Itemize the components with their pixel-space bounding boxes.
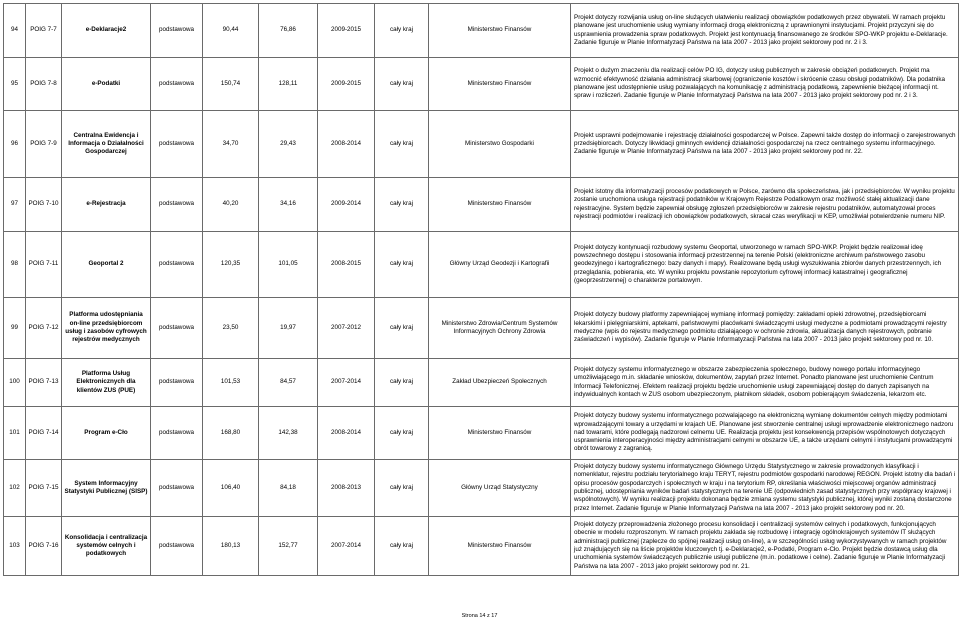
project-type: podstawowa	[151, 178, 203, 232]
project-area: cały kraj	[375, 407, 429, 460]
row-number: 102	[4, 460, 26, 517]
page-footer: Strona 14 z 17	[461, 613, 498, 619]
project-period: 2009-2015	[318, 4, 375, 58]
table-row	[4, 298, 959, 359]
value-funding: 128,11	[259, 58, 318, 111]
row-number: 95	[4, 58, 26, 111]
project-area: cały kraj	[375, 460, 429, 517]
table-row	[4, 111, 959, 178]
project-type: podstawowa	[151, 359, 203, 407]
project-type: podstawowa	[151, 298, 203, 359]
project-description: Projekt dotyczy przeprowadzenia złożonego procesu konsolidacji i centralizacji systemów celnych i podatkowych, funkcjonujących obecnie w modelu rozproszonym. W ramach projektu zakłada się rozbudowę i integrację ogólnokrajowych systemów IT służących administracji publicznej (zaplecze do spójnej realizacji usług on-line), a w szczególności usług wykorzystywanych w ramach projektów już znajdujących się na liście projektów kluczowych tj. e-Deklaracje2, e-Podatki, Program e-Cło. Projekt będzie dostawcą usług dla uruchomienia systemów świadczących publicznie usługi publiczne (m.in. podatkowe i celne). Zadanie figuruje w Planie Informatyzacji Państwa na lata 2007 - 2013 jako projekt sektorowy pod nr. 21.	[571, 517, 959, 576]
project-name: Program e-Cło	[62, 407, 151, 460]
table-row	[4, 232, 959, 298]
project-period: 2008-2015	[318, 232, 375, 298]
project-description: Projekt istotny dla informatyzacji procesów podatkowych w Polsce, zarówno dla społeczeństwa, jak i przedsiębiorców. W wyniku projektu zostanie uruchomiona usługa rejestracji podatników w Krajowym Rejestrze Podatkowym oraz możliwość stałej aktualizacji dane rejestracyjne. System będzie zapewniał obsługę zgłoszeń przedsiębiorców w zakresie rejestru podatników, automatyzował proces rejestracji podmiotów i realizacji ich obowiązków podatkowych, skracał czas weryfikacji w KEP, umożliwiał potwierdzenie numeru NIP.	[571, 178, 959, 232]
project-area: cały kraj	[375, 359, 429, 407]
beneficiary-institution: Główny Urząd Statystyczny	[429, 460, 571, 517]
value-funding: 84,18	[259, 460, 318, 517]
project-period: 2009-2015	[318, 58, 375, 111]
project-type: podstawowa	[151, 407, 203, 460]
project-description: Projekt dotyczy systemu informatycznego w obszarze zabezpieczenia społecznego, budowy nowego portalu informacyjnego umożliwiającego m.in. składanie wniosków, dokumentów, zapytań przez Internet. Ponadto planowane jest uruchomienie Centrum Informacji Telefonicznej. Efektem realizacji projektu będzie uruchomienie usługi zapewniającej dostęp do danych zapisanych na indywidualnych kontach w ZUS osobom ubezpieczonym, płatnikom składek, osobom pobierającym świadczenia, lekarzom etc.	[571, 359, 959, 407]
project-name: e-Podatki	[62, 58, 151, 111]
row-number: 100	[4, 359, 26, 407]
project-type: podstawowa	[151, 58, 203, 111]
project-name: Geoportal 2	[62, 232, 151, 298]
row-number: 97	[4, 178, 26, 232]
beneficiary-institution: Zakład Ubezpieczeń Społecznych	[429, 359, 571, 407]
project-area: cały kraj	[375, 111, 429, 178]
project-type: podstawowa	[151, 4, 203, 58]
value-total: 40,20	[203, 178, 259, 232]
beneficiary-institution: Ministerstwo Finansów	[429, 4, 571, 58]
project-area: cały kraj	[375, 517, 429, 576]
project-description: Projekt dotyczy budowy platformy zapewniającej wymianę informacji pomiędzy: zakładami opieki zdrowotnej, przedsiębiorcami lekarskimi i pielęgniarskimi, aptekami, państwowymi placówkami świadczącymi usługi medyczne a podmiotami prowadzącymi rejestry medyczne (wpis do rejestru medycznego podmiotu działającego w ochronie zdrowia, aktualizacja danych rejestrowych, pobranie zaświadczeń i wypisów). Zadanie figuruje w Planie Informatyzacji Państwa na lata 2007 - 2013 jako projekt sektorowy pod nr. 10.	[571, 298, 959, 359]
project-type: podstawowa	[151, 111, 203, 178]
project-period: 2008-2014	[318, 111, 375, 178]
value-total: 106,40	[203, 460, 259, 517]
table-row	[4, 4, 959, 58]
project-description: Projekt dotyczy budowy systemu informatycznego Głównego Urzędu Statystycznego w zakresie prowadzonych klasyfikacji i nomenklatur, rejestru podziału terytorialnego kraju TERYT, rejestru podmiotów gospodarki narodowej REGON. Projekt istotny dla badań i opisu procesów gospodarczych i społecznych w kraju i na terytorium RP, określania właściwości miejscowej organów administracji publicznej, udostępniania wyników badań statystycznych na terenie UE (odpowiednich zasad statystycznych przy współpracy krajowej i wspólnotowych). W wyniku realizacji projektu dokonana będzie zmiana systemu statystyki publicznej, której wyniki zostaną dostarczone przez Internet. Zadanie figuruje w Planie Informatyzacji Państwa na lata 2007 - 2013 jako projekt sektorowy pod nr. 20.	[571, 460, 959, 517]
project-area: cały kraj	[375, 4, 429, 58]
project-period: 2007-2014	[318, 517, 375, 576]
project-code: POIG 7-9	[26, 111, 62, 178]
value-total: 120,35	[203, 232, 259, 298]
table-body	[4, 4, 959, 576]
value-funding: 29,43	[259, 111, 318, 178]
project-description: Projekt usprawni podejmowanie i rejestrację działalności gospodarczej w Polsce. Zapewni także dostęp do informacji o zarejestrowanych przedsiębiorcach. Dotyczy likwidacji gminnych ewidencji działalności gospodarczej na rzecz centralnego systemu informacyjnego. Zadanie figuruje w Planie Informatyzacji Państwa na lata 2007 - 2013 jako projekt sektorowy pod nr. 22.	[571, 111, 959, 178]
project-period: 2007-2012	[318, 298, 375, 359]
project-code: POIG 7-7	[26, 4, 62, 58]
project-description: Projekt dotyczy rozwijania usług on-line służących ułatwieniu realizacji obowiązków podatkowych przez obywateli. W ramach projektu planowane jest uruchomienie usług wymiany informacji drogą elektroniczną z uprawnionymi instytucjami. Projekt przyczyni się do usprawnienia prowadzenia spraw podatkowych. Projekt jest kontynuacją finansowanego ze środków SPO-WKP projektu e-Deklaracje. Zadanie figuruje w Planie Informatyzacji Państwa na lata 2007 - 2013 jako projekt sektorowy pod nr. 2 i 3.	[571, 4, 959, 58]
value-funding: 152,77	[259, 517, 318, 576]
value-funding: 19,97	[259, 298, 318, 359]
project-description: Projekt dotyczy kontynuacji rozbudowy systemu Geoportal, utworzonego w ramach SPO-WKP. Projekt będzie realizował ideę powszechnego dostępu i stosowania informacji przestrzennej na terenie Polski (elektroniczne archiwum państwowego zasobu geodezyjnego i kartograficznego: bazy danych i mapy). Realizowane będą usługi wyszukiwania zbiorów danych przestrzennych, ich przeglądania, pobierania, etc. W wyniku projektu powstanie repozytorium cyfrowej informacji katastralnej i geograficznej (geoprzestrzennej) o charakterze portalowym.	[571, 232, 959, 298]
beneficiary-institution: Ministerstwo Gospodarki	[429, 111, 571, 178]
project-code: POIG 7-11	[26, 232, 62, 298]
project-name: Konsolidacja i centralizacja systemów celnych i podatkowych	[62, 517, 151, 576]
project-area: cały kraj	[375, 232, 429, 298]
project-name: e-Rejestracja	[62, 178, 151, 232]
project-code: POIG 7-10	[26, 178, 62, 232]
project-description: Projekt o dużym znaczeniu dla realizacji celów PO IG, dotyczy usług publicznych w zakresie obciążeń podatkowych. Projekt ma wzmocnić efektywność działania administracji skarbowej (ograniczenie kosztów i skrócenie czasu obsługi podatników). Dla podatnika planowane jest udostępnienie usług pozwalających na komunikację z administracją podatkową, zapewnienie bieżącej informacji nt. spraw i rozliczeń. Zadanie figuruje w Planie Informatyzacji Państwa na lata 2007 - 2013 jako projekt sektorowy pod nr. 2 i 3.	[571, 58, 959, 111]
table-row	[4, 359, 959, 407]
value-funding: 142,38	[259, 407, 318, 460]
value-total: 23,50	[203, 298, 259, 359]
table-row	[4, 407, 959, 460]
project-code: POIG 7-13	[26, 359, 62, 407]
row-number: 101	[4, 407, 26, 460]
project-code: POIG 7-8	[26, 58, 62, 111]
row-number: 103	[4, 517, 26, 576]
project-type: podstawowa	[151, 517, 203, 576]
project-type: podstawowa	[151, 460, 203, 517]
value-funding: 34,16	[259, 178, 318, 232]
table-row	[4, 58, 959, 111]
table-row	[4, 460, 959, 517]
value-total: 168,80	[203, 407, 259, 460]
project-code: POIG 7-15	[26, 460, 62, 517]
project-name: Platforma udostępniania on-line przedsiębiorcom usług i zasobów cyfrowych rejestrów medycznych	[62, 298, 151, 359]
project-area: cały kraj	[375, 178, 429, 232]
project-area: cały kraj	[375, 58, 429, 111]
beneficiary-institution: Ministerstwo Finansów	[429, 58, 571, 111]
project-name: Platforma Usług Elektronicznych dla klientów ZUS (PUE)	[62, 359, 151, 407]
value-funding: 76,86	[259, 4, 318, 58]
row-number: 96	[4, 111, 26, 178]
beneficiary-institution: Ministerstwo Finansów	[429, 407, 571, 460]
value-total: 150,74	[203, 58, 259, 111]
project-name: e-Deklaracje2	[62, 4, 151, 58]
project-description: Projekt dotyczy budowy systemu informatycznego pozwalającego na elektroniczną wymianę dokumentów celnych między podmiotami wprowadzającymi towary a urzędami w krajach UE. Planowane jest stworzenie centralnej usługi wprowadzenie elektronicznego nadzoru nad towarami, które podlegają nadzorowi celnemu UE. Realizacja projektu jest konsekwencją przepisów wspólnotowych dotyczących usprawnienia interoperacyjności między administracjami celnymi w obszarze UE, a także urzędami celnymi i instytucjami prowadzącymi obrót towarowy z zagranicą.	[571, 407, 959, 460]
row-number: 99	[4, 298, 26, 359]
project-code: POIG 7-16	[26, 517, 62, 576]
projects-table	[3, 3, 959, 576]
beneficiary-institution: Ministerstwo Zdrowia/Centrum Systemów Informacyjnych Ochrony Zdrowia	[429, 298, 571, 359]
table-row	[4, 517, 959, 576]
value-funding: 84,57	[259, 359, 318, 407]
table-row	[4, 178, 959, 232]
project-period: 2008-2013	[318, 460, 375, 517]
project-name: System Informacyjny Statystyki Publicznej (SISP)	[62, 460, 151, 517]
project-code: POIG 7-14	[26, 407, 62, 460]
project-period: 2008-2014	[318, 407, 375, 460]
project-code: POIG 7-12	[26, 298, 62, 359]
row-number: 94	[4, 4, 26, 58]
project-area: cały kraj	[375, 298, 429, 359]
beneficiary-institution: Główny Urząd Geodezji i Kartografii	[429, 232, 571, 298]
row-number: 98	[4, 232, 26, 298]
value-total: 180,13	[203, 517, 259, 576]
beneficiary-institution: Ministerstwo Finansów	[429, 178, 571, 232]
value-total: 34,70	[203, 111, 259, 178]
value-total: 101,53	[203, 359, 259, 407]
beneficiary-institution: Ministerstwo Finansów	[429, 517, 571, 576]
project-name: Centralna Ewidencja i Informacja o Działalności Gospodarczej	[62, 111, 151, 178]
project-period: 2009-2014	[318, 178, 375, 232]
project-type: podstawowa	[151, 232, 203, 298]
project-period: 2007-2014	[318, 359, 375, 407]
value-total: 90,44	[203, 4, 259, 58]
value-funding: 101,05	[259, 232, 318, 298]
